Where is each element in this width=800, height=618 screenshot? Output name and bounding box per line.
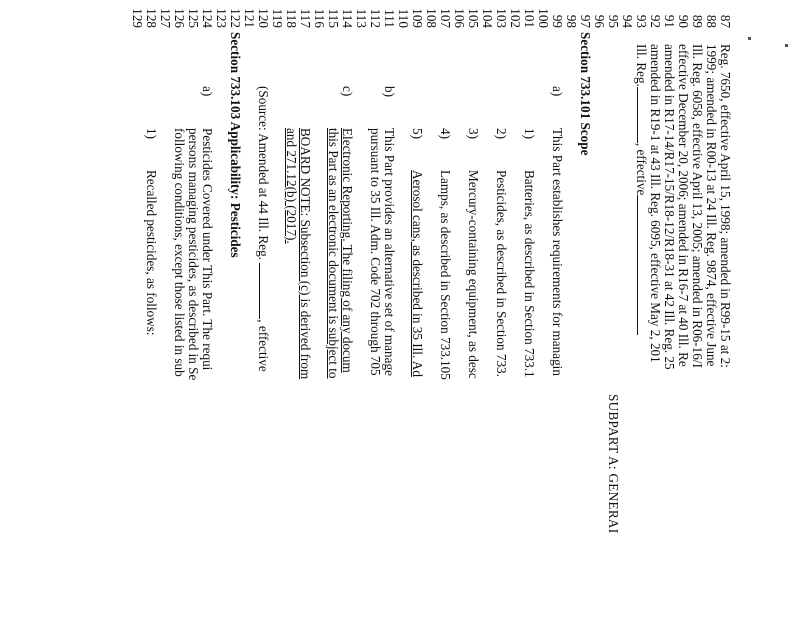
line-97	[578, 0, 592, 618]
line-113	[354, 0, 368, 618]
line-number: 126	[172, 8, 187, 28]
subsection-label: 4)	[438, 128, 453, 139]
line-text: Aerosol cans, as described in 35 Ill. Ad	[410, 170, 425, 377]
line-number: 99	[550, 14, 565, 28]
line-123	[214, 0, 228, 618]
line-103	[494, 0, 508, 618]
line-124	[200, 0, 214, 618]
line-101	[522, 0, 536, 618]
line-number: 96	[592, 14, 607, 28]
subsection-label: c)	[340, 86, 355, 97]
line-number: 113	[354, 8, 369, 28]
line-96	[592, 0, 606, 618]
line-text: Batteries, as described in Section 733.1	[522, 170, 537, 378]
line-number: 129	[130, 8, 145, 28]
line-text: Electronic Reporting. The filing of any docum	[340, 128, 355, 373]
line-number: 121	[242, 8, 257, 28]
line-text: This Part establishes requirements for managin	[550, 128, 565, 376]
line-number: 120	[256, 8, 271, 28]
line-text: Pesticides Covered under This Part. The requi	[200, 128, 215, 371]
line-number: 88	[704, 14, 719, 28]
line-89	[690, 0, 704, 618]
line-87	[718, 0, 732, 618]
line-number: 117	[298, 8, 313, 28]
line-number: 125	[186, 8, 201, 28]
board-note: BOARD NOTE: Subsection (c) is derived from	[298, 128, 313, 380]
line-number: 90	[676, 14, 691, 28]
effective-text: , effective	[634, 142, 649, 196]
subsection-label: 1)	[522, 128, 537, 139]
line-110	[396, 0, 410, 618]
section-heading: Section 733.101 Scope	[578, 32, 593, 156]
line-number: 100	[536, 8, 551, 28]
line-number: 111	[382, 9, 397, 28]
line-number: 116	[312, 8, 327, 28]
line-104	[480, 0, 494, 618]
line-115	[326, 0, 340, 618]
line-text: following conditions, except those listed in sub	[172, 128, 187, 377]
source-text: (Source: Amended at 44 Ill. Reg.	[256, 86, 271, 260]
line-125	[186, 0, 200, 618]
line-number: 128	[144, 8, 159, 28]
line-text: Pesticides, as described in Section 733.	[494, 170, 509, 377]
subsection-label: b)	[382, 86, 397, 97]
subpart-title: SUBPART A: GENERAI	[606, 394, 621, 534]
line-number: 114	[340, 8, 355, 28]
source-note	[256, 86, 270, 372]
subsection-label: 3)	[466, 128, 481, 139]
line-text: this Part as an electronic document is subject to	[326, 128, 341, 379]
line-119	[270, 0, 284, 618]
blank-underline	[637, 87, 648, 143]
line-text: This Part provides an alternative set of manage	[382, 128, 397, 376]
effective-text: , effective	[256, 319, 271, 372]
line-number: 127	[158, 8, 173, 28]
line-number: 95	[606, 14, 621, 28]
line-number: 94	[620, 14, 635, 28]
subsection-label: a)	[200, 86, 215, 97]
line-111	[382, 0, 396, 618]
line-128	[144, 0, 158, 618]
blank-underline	[259, 263, 270, 319]
rotated-content	[130, 0, 800, 618]
line-107	[438, 0, 452, 618]
line-text: persons managing pesticides, as described in Se	[186, 128, 201, 381]
line-120	[256, 0, 270, 618]
line-number: 118	[284, 8, 299, 28]
line-number: 98	[564, 14, 579, 28]
line-number: 115	[326, 8, 341, 28]
line-number: 97	[578, 14, 593, 28]
reg-ref: Ill. Reg.	[634, 44, 649, 87]
line-117	[298, 0, 312, 618]
line-text: Ill. Reg. 6058, effective April 13, 2005; amended in R06-16/I	[690, 44, 705, 368]
line-number: 110	[396, 8, 411, 28]
line-126	[172, 0, 186, 618]
line-number: 102	[508, 8, 523, 28]
line-116	[312, 0, 326, 618]
line-number: 119	[270, 8, 285, 28]
line-90	[676, 0, 690, 618]
line-114	[340, 0, 354, 618]
line-102	[508, 0, 522, 618]
line-108	[424, 0, 438, 618]
section-heading: Section 733.103 Applicability: Pesticides	[228, 32, 243, 258]
board-note: and 271.12(b) (2017).	[284, 128, 299, 244]
line-text: Mercury-containing equipment, as desc	[466, 170, 481, 379]
line-number: 91	[662, 14, 677, 28]
line-122	[228, 0, 242, 618]
line-118	[284, 0, 298, 618]
line-93	[634, 0, 648, 618]
line-text: Recalled pesticides, as follows:	[144, 170, 159, 336]
line-text: Reg. 7650, effective April 15, 1998; amended in R99-15 at 2:	[718, 44, 733, 368]
line-text: amended in R17-14/R17-15/R18-12/R18-31 at 42 Ill. Reg. 25	[662, 44, 677, 370]
line-number: 101	[522, 8, 537, 28]
line-text: amended in R19-1 at 43 Ill. Reg. 6095, effective May 2, 201	[648, 44, 663, 363]
line-121	[242, 0, 256, 618]
line-text: effective December 20, 2006; amended in R16-7 at 40 Ill. Re	[676, 44, 691, 367]
line-number: 107	[438, 8, 453, 28]
line-129	[130, 0, 144, 618]
subsection-label: 2)	[494, 128, 509, 139]
line-92	[648, 0, 662, 618]
line-100	[536, 0, 550, 618]
line-text: 1999; amended in R00-13 at 24 Ill. Reg. 9874, effective June	[704, 44, 719, 367]
line-text: Lamps, as described in Section 733.105	[438, 170, 453, 380]
line-112	[368, 0, 382, 618]
subsection-label: 5)	[410, 128, 425, 139]
line-106	[452, 0, 466, 618]
blank-underline	[637, 195, 648, 335]
line-number: 108	[424, 8, 439, 28]
line-number: 109	[410, 8, 425, 28]
line-number: 106	[452, 8, 467, 28]
line-number: 103	[494, 8, 509, 28]
line-number: 122	[228, 8, 243, 28]
line-number: 105	[466, 8, 481, 28]
line-105	[466, 0, 480, 618]
line-number: 124	[200, 8, 215, 28]
line-number: 92	[648, 14, 663, 28]
line-99	[550, 0, 564, 618]
subsection-label: 1)	[144, 128, 159, 139]
line-109	[410, 0, 424, 618]
line-94	[620, 0, 634, 618]
subsection-label: a)	[550, 86, 565, 97]
line-number: 123	[214, 8, 229, 28]
line-text	[634, 44, 648, 335]
line-127	[158, 0, 172, 618]
line-number: 93	[634, 14, 649, 28]
line-text: pursuant to 35 Ill. Adm. Code 702 through 705	[368, 128, 383, 376]
line-number: 112	[368, 8, 383, 28]
line-95	[606, 0, 620, 618]
line-number: 89	[690, 14, 705, 28]
line-number: 87	[718, 14, 733, 28]
line-88	[704, 0, 718, 618]
line-91	[662, 0, 676, 618]
line-number: 104	[480, 8, 495, 28]
line-98	[564, 0, 578, 618]
